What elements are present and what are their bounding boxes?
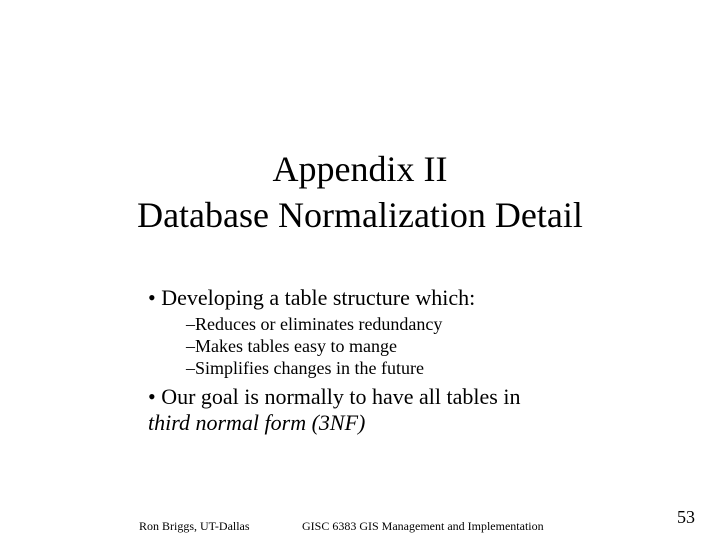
sub-bullet-easy-to-manage: –Makes tables easy to mange — [186, 336, 397, 356]
title-line-1: Appendix II — [272, 149, 448, 189]
sub-bullet-list — [186, 313, 442, 379]
page-number: 53 — [677, 507, 695, 527]
sub-bullet-reduces-redundancy: –Reduces or eliminates redundancy — [186, 314, 443, 334]
footer-course: GISC 6383 GIS Management and Implementation — [302, 519, 544, 533]
bullet-developing-table-structure: • Developing a table structure which: — [148, 285, 476, 310]
slide-title — [0, 146, 720, 238]
bullet-goal-3nf — [148, 384, 520, 436]
sub-bullet-simplifies-changes: –Simplifies changes in the future — [186, 358, 424, 378]
bullet-goal-line-2: third normal form (3NF) — [148, 410, 366, 435]
title-line-2: Database Normalization Detail — [137, 195, 583, 235]
footer-author: Ron Briggs, UT-Dallas — [139, 519, 250, 533]
bullet-goal-line-1: • Our goal is normally to have all tables in — [148, 384, 521, 409]
